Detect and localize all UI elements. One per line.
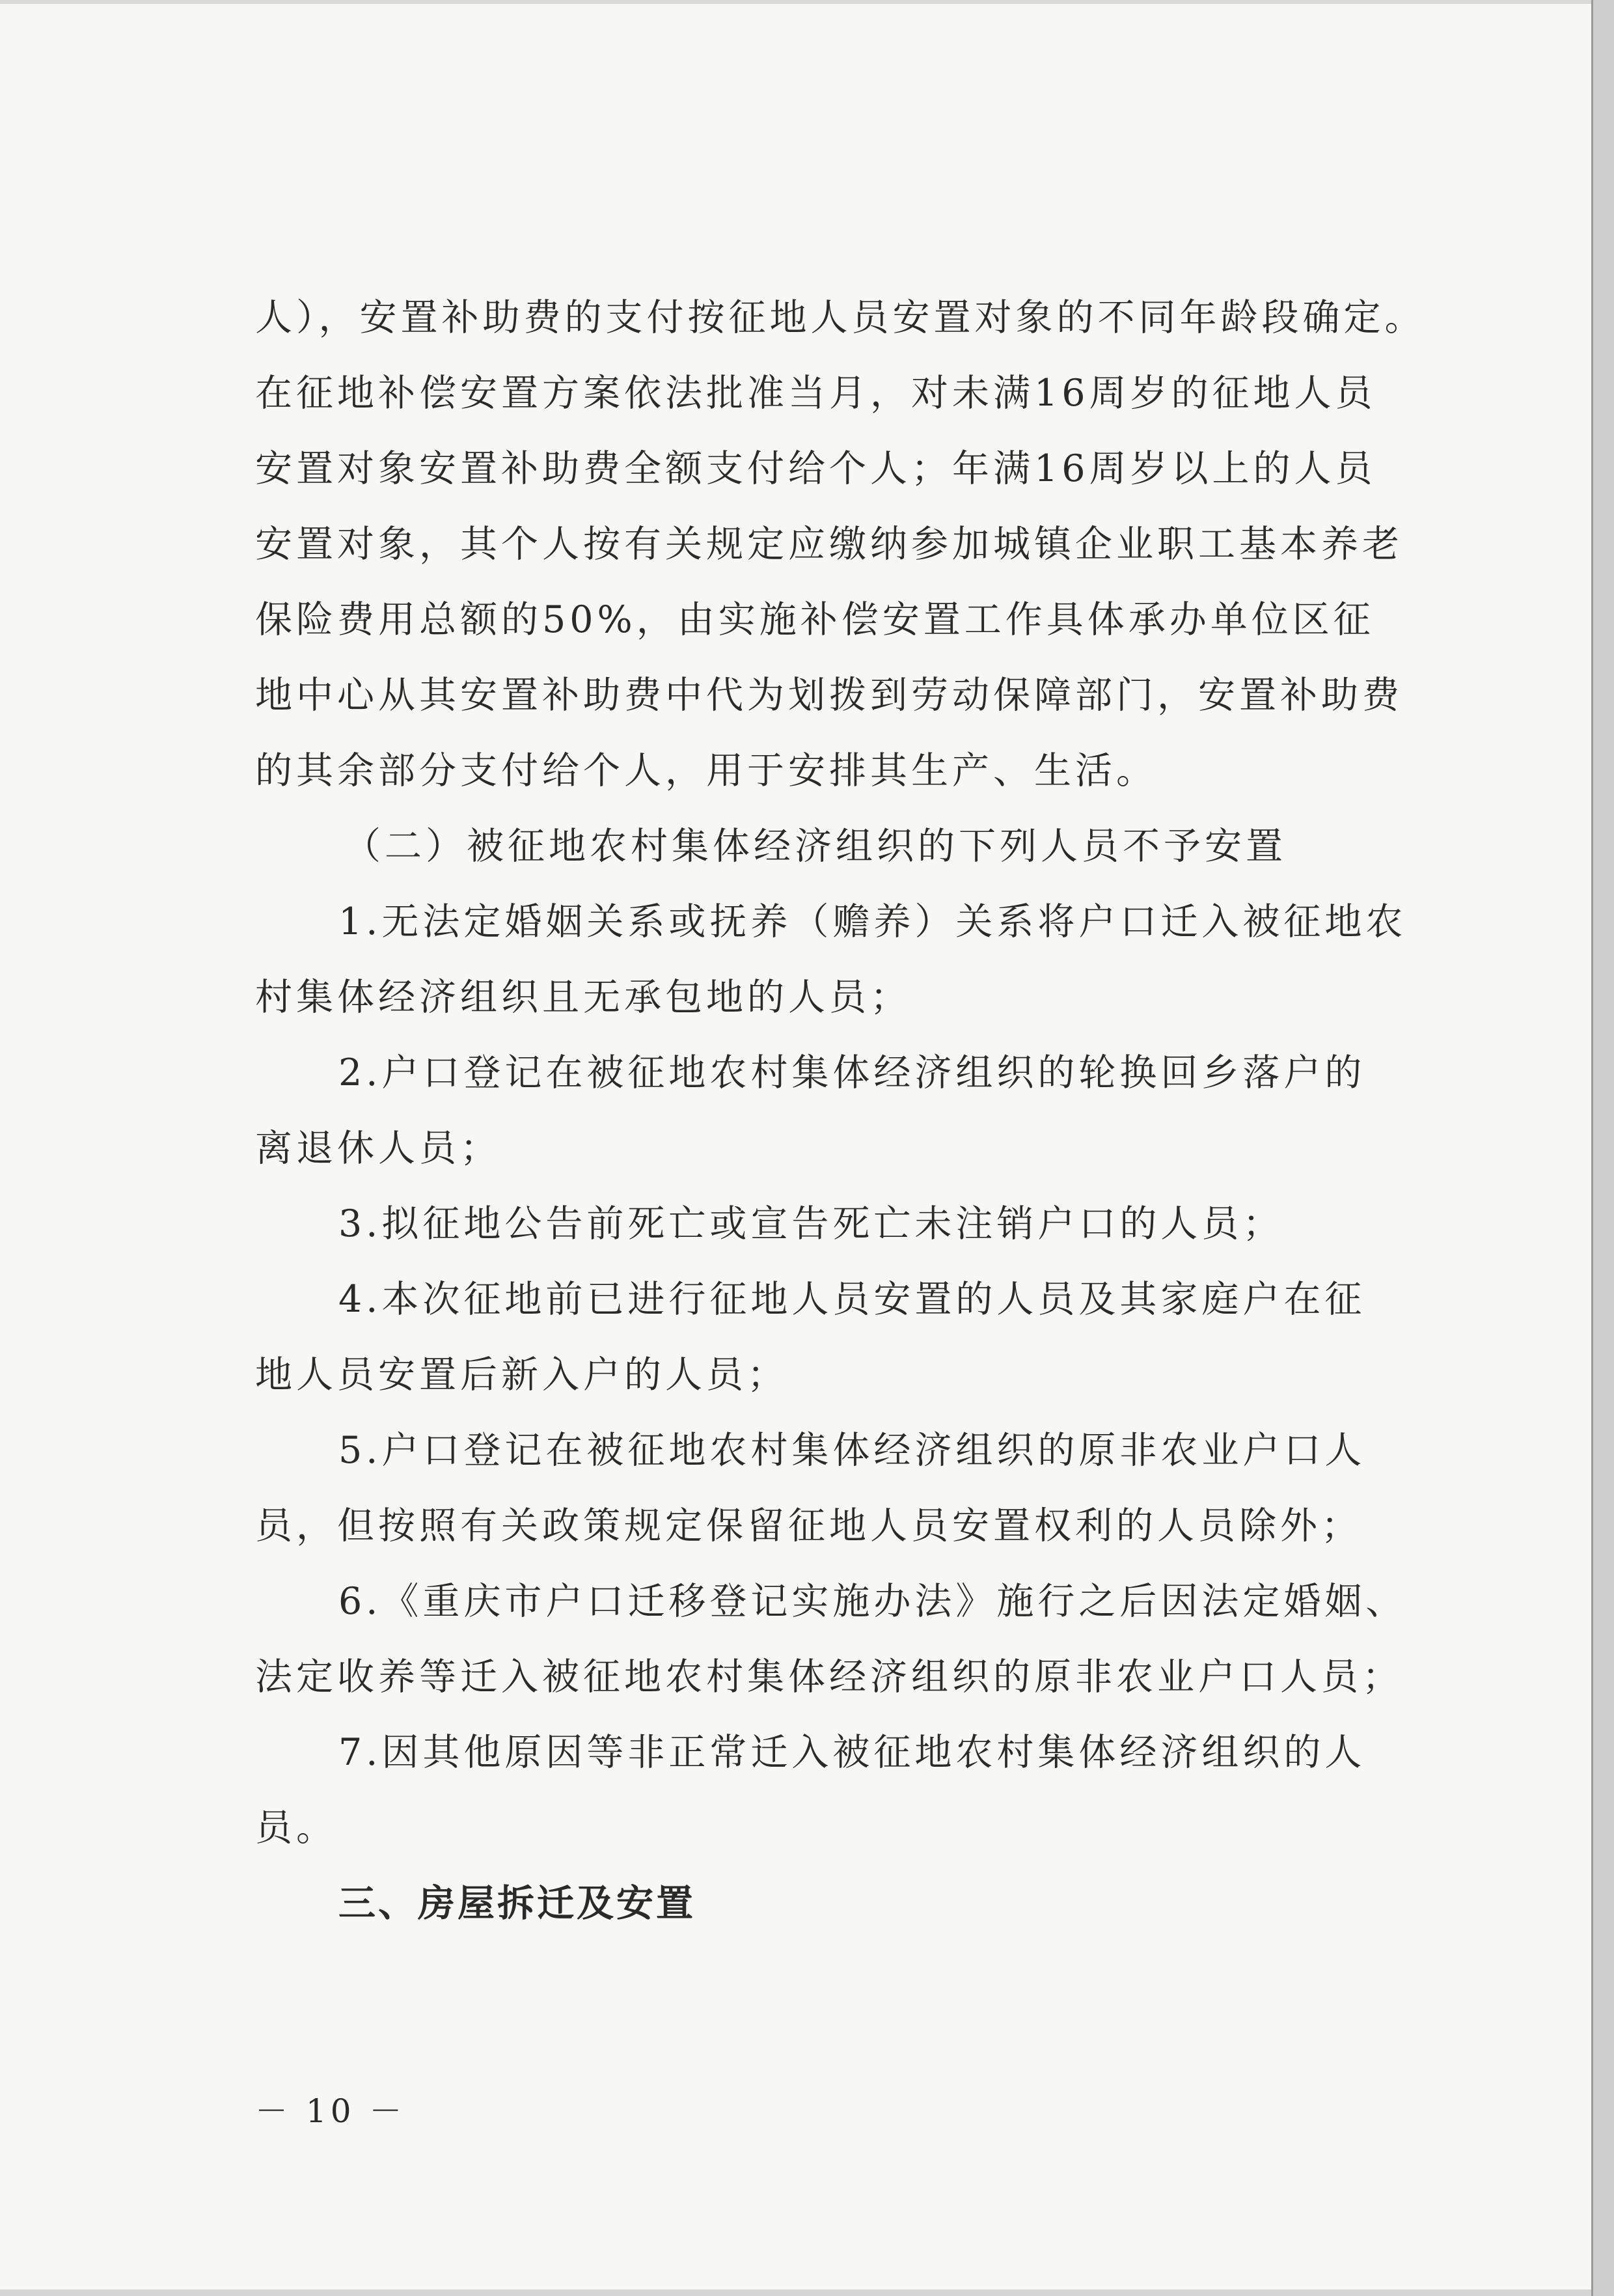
list-item-4-continued: 地人员安置后新入户的人员； — [255, 1353, 788, 1396]
paragraph-line: 安置对象，其个人按有关规定应缴纳参加城镇企业职工基本养老 — [255, 523, 1403, 566]
list-item-5: 5.户口登记在被征地农村集体经济组织的原非农业户口人 — [338, 1429, 1366, 1472]
list-item-6-continued: 法定收养等迁入被征地农村集体经济组织的原非农业户口人员； — [255, 1655, 1403, 1698]
paragraph-line: 安置对象安置补助费全额支付给个人；年满16周岁以上的人员 — [255, 447, 1376, 490]
scan-top-edge — [0, 0, 1593, 4]
list-item-2-continued: 离退休人员； — [255, 1127, 501, 1170]
list-item-7: 7.因其他原因等非正常迁入被征地农村集体经济组织的人 — [338, 1731, 1366, 1774]
paragraph-line: 的其余部分支付给个人，用于安排其生产、生活。 — [255, 749, 1157, 792]
list-item-6: 6.《重庆市户口迁移登记实施办法》施行之后因法定婚姻、 — [338, 1580, 1407, 1623]
page-number: － 10 － — [255, 2092, 406, 2130]
paragraph-line: 在征地补偿安置方案依法批准当月，对未满16周岁的征地人员 — [255, 372, 1376, 415]
paragraph-line: 地中心从其安置补助费中代为划拨到劳动保障部门，安置补助费 — [255, 674, 1403, 717]
paragraph-line: 保险费用总额的50%，由实施补偿安置工作具体承办单位区征 — [255, 598, 1375, 641]
paragraph-line: 人），安置补助费的支付按征地人员安置对象的不同年龄段确定。 — [255, 296, 1426, 339]
scan-bottom-edge — [0, 2289, 1593, 2296]
section-subheading: （二）被征地农村集体经济组织的下列人员不予安置 — [344, 825, 1287, 868]
list-item-2: 2.户口登记在被征地农村集体经济组织的轮换回乡落户的 — [338, 1051, 1366, 1094]
list-item-7-continued: 员。 — [255, 1806, 337, 1849]
list-item-1-continued: 村集体经济组织且无承包地的人员； — [255, 976, 911, 1019]
list-item-5-continued: 员，但按照有关政策规定保留征地人员安置权利的人员除外； — [255, 1504, 1362, 1547]
scan-right-edge — [1591, 0, 1614, 2296]
list-item-3: 3.拟征地公告前死亡或宣告死亡未注销户口的人员； — [338, 1202, 1284, 1245]
section-heading: 三、房屋拆迁及安置 — [338, 1882, 696, 1925]
list-item-4: 4.本次征地前已进行征地人员安置的人员及其家庭户在征 — [338, 1278, 1366, 1321]
list-item-1: 1.无法定婚姻关系或抚养（赡养）关系将户口迁入被征地农 — [338, 900, 1407, 943]
